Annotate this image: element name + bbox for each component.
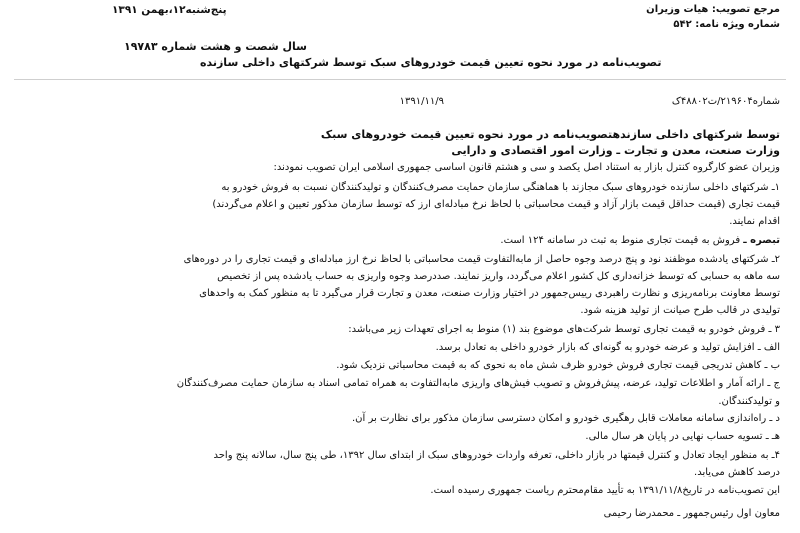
decree-date: ۱۳۹۱/۱۱/۹	[399, 96, 444, 107]
signature: معاون اول رئیس‌جمهور ـ محمدرضا رحیمی	[603, 508, 780, 519]
clause-2-line-3: توسط معاونت برنامه‌ریزی و نظارت راهبردی رییس‌جمهور در اختیار وزارت صنعت، معدن و تجارت قرار می‌گیرد تا به منظور کمک به واحدهای	[199, 288, 780, 299]
clause-3-item-c-line-2: و تولیدکنندگان.	[718, 396, 780, 407]
clause-1-line-2: قیمت تجاری (قیمت حداقل قیمت بازار آزاد و قیمت محاسباتی با لحاظ نرخ مبادله‌ای ارز که توسط سازمان مذکور تعیین و اعلام می‌گردند)	[212, 199, 780, 210]
page-title: تصویب‌نامه در مورد نحوه تعیین قیمت خودروهای سبک توسط شرکتهای داخلی سازنده	[200, 56, 662, 69]
clause-1-line-3: اقدام نمایند.	[729, 216, 780, 227]
approval-authority: مرجع تصویب: هیات وزیران	[646, 4, 780, 15]
preamble: وزیران عضو کارگروه کنترل بازار به استناد اصل یکصد و سی و هشتم قانون اساسی جمهوری اسلامی ایران تصویب نمودند:	[273, 162, 780, 173]
clause-2-line-1: ۲ـ شرکتهای یادشده موظفند نود و پنج درصد وجوه حاصل از مابه‌التفاوت قیمت محاسباتی با لحاظ نرخ ارز مبادله‌ای و قیمت تجاری را در دوره‌های	[183, 254, 780, 265]
approval-statement: این تصویب‌نامه در تاریخ۱۳۹۱/۱۱/۸ به تأیید مقام‌محترم ریاست جمهوری رسیده است.	[430, 485, 780, 496]
clause-3-item-a: الف ـ افزایش تولید و عرضه خودرو به گونه‌ای که بازار خودرو داخلی به تعادل برسد.	[435, 342, 780, 353]
gazette-year-number: سال شصت و هشت شماره ۱۹۷۸۳	[124, 40, 307, 53]
note-text: فروش به قیمت تجاری منوط به ثبت در سامانه ۱۲۴ است.	[500, 235, 744, 246]
divider	[14, 79, 786, 80]
clause-2-line-4: تولیدی در قالب طرح صیانت از تولید هزینه شود.	[580, 305, 780, 316]
special-issue-number: شماره ویژه نامه: ۵۴۲	[673, 19, 780, 30]
clause-3-item-d: د ـ راه‌اندازی سامانه معاملات قابل رهگیری خودرو و امکان دسترسی سازمان مذکور برای نظارت بر آن.	[351, 413, 780, 424]
clause-3-intro: ۳ ـ فروش خودرو به قیمت تجاری توسط شرکت‌های موضوع بند (۱) منوط به اجرای تعهدات زیر می‌باشد:	[348, 324, 780, 335]
publication-date: پنج‌شنبه۱۲،بهمن ۱۳۹۱	[112, 4, 227, 16]
decree-number-row	[20, 96, 780, 112]
clause-2-line-2: سه ماهه به حسابی که توسط خزانه‌داری کل کشور اعلام می‌گردد، واریز نمایند. صددرصد وجوه واریزی به حساب یادشده پس از تخصیص	[217, 271, 780, 282]
note-label: تبصره ـ	[743, 235, 780, 246]
header-meta	[646, 2, 780, 32]
decree-ministries: وزارت صنعت، معدن و تجارت ـ وزارت امور اقتصادی و دارایی	[451, 144, 780, 157]
decree-title: توسط شرکتهای داخلی سازندهتصویب‌نامه در مورد نحوه تعیین قیمت خودروهای سبک	[320, 128, 780, 141]
clause-1-line-1: ۱ـ شرکتهای داخلی سازنده خودروهای سبک مجازند با هماهنگی سازمان حمایت مصرف‌کنندگان و تولیدکنندگان نسبت به فروش خودرو به	[221, 182, 780, 193]
clause-4-line-1: ۴ـ به منظور ایجاد تعادل و کنترل قیمتها در بازار داخلی، تعرفه واردات خودروهای سبک از ابتدای سال ۱۳۹۲، طی پنج سال، سالانه پنج واحد	[213, 450, 780, 461]
clause-3-item-c-line-1: ج ـ ارائه آمار و اطلاعات تولید، عرضه، پیش‌فروش و تصویب فیش‌های واریزی مابه‌التفاوت به همراه تمامی اسناد به سازمان حمایت مصرف‌کنندگان	[176, 378, 780, 389]
decree-number: شماره۲۱۹۶۰۴/ت۴۸۸۰۲ک	[671, 96, 780, 107]
clause-3-item-e: هـ ـ تسویه حساب نهایی در پایان هر سال مالی.	[585, 431, 780, 442]
clause-4-line-2: درصد کاهش می‌یابد.	[694, 467, 780, 478]
note	[500, 234, 780, 248]
clause-3-item-b: ب ـ کاهش تدریجی قیمت تجاری فروش خودرو ظرف شش ماه به نحوی که به قیمت محاسباتی نزدیک شود.	[336, 360, 780, 371]
